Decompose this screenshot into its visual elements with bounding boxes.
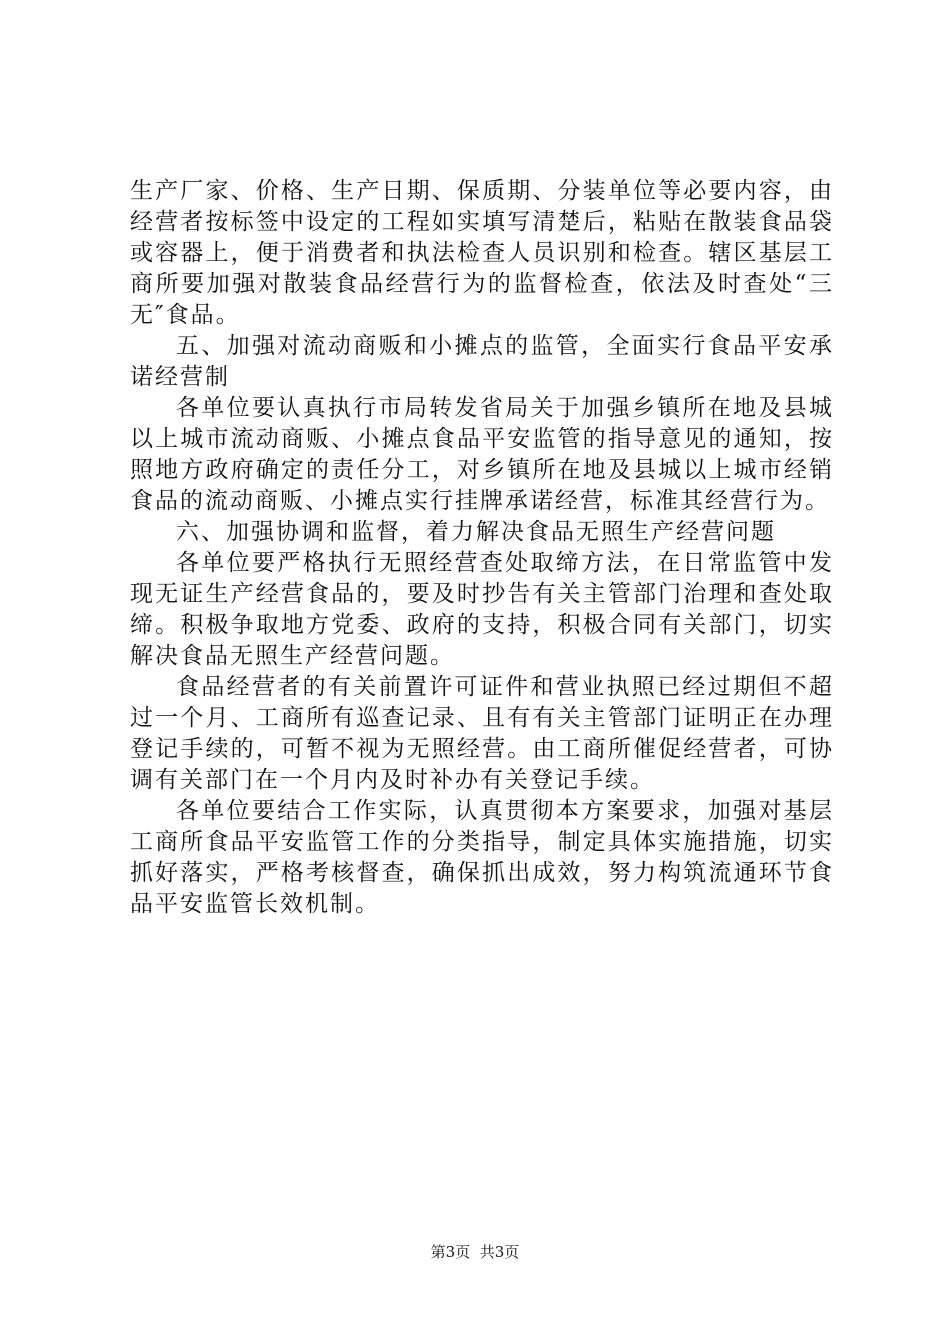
page-footer [0, 1243, 950, 1261]
paragraph-continued: 生产厂家、价格、生产日期、保质期、分装单位等必要内容，由经营者按标签中设定的工程如实填写清楚后，粘贴在散装食品袋或容器上，便于消费者和执法检查人员识别和检查。辖区基层工商所要加强对散装食品经营行为的监督检查，依法及时查处“三无″食品。 [130, 178, 834, 328]
paragraph: 食品经营者的有关前置许可证件和营业执照已经过期但不超过一个月、工商所有巡查记录、且有有关主管部门证明正在办理登记手续的，可暂不视为无照经营。由工商所催促经营者，可协调有关部门在一个月内及时补办有关登记手续。 [130, 674, 834, 793]
paragraph: 各单位要认真执行市局转发省局关于加强乡镇所在地及县城以上城市流动商贩、小摊点食品平安监管的指导意见的通知，按照地方政府确定的责任分工，对乡镇所在地及县城以上城市经销食品的流动商贩、小摊点实行挂牌承诺经营，标准其经营行为。 [130, 395, 834, 514]
section-heading-6: 六、加强协调和监督，着力解决食品无照生产经营问题 [176, 519, 776, 545]
page-number: 第3页 [430, 1243, 471, 1261]
paragraph: 各单位要严格执行无照经营查处取缔方法，在日常监管中发现无证生产经营食品的，要及时抄告有关主管部门治理和查处取缔。积极争取地方党委、政府的支持，积极合同有关部门，切实解决食品无照生产经营问题。 [130, 550, 834, 669]
paragraph: 各单位要结合工作实际，认真贯彻本方案要求，加强对基层工商所食品平安监管工作的分类指导，制定具体实施措施，切实抓好落实，严格考核督查，确保抓出成效，努力构筑流通环节食品平安监管长效机制。 [130, 798, 834, 917]
page-total: 共3页 [479, 1243, 520, 1261]
document-body [130, 176, 834, 920]
section-heading-5: 五、加强对流动商贩和小摊点的监管，全面实行食品平安承诺经营制 [130, 333, 834, 390]
